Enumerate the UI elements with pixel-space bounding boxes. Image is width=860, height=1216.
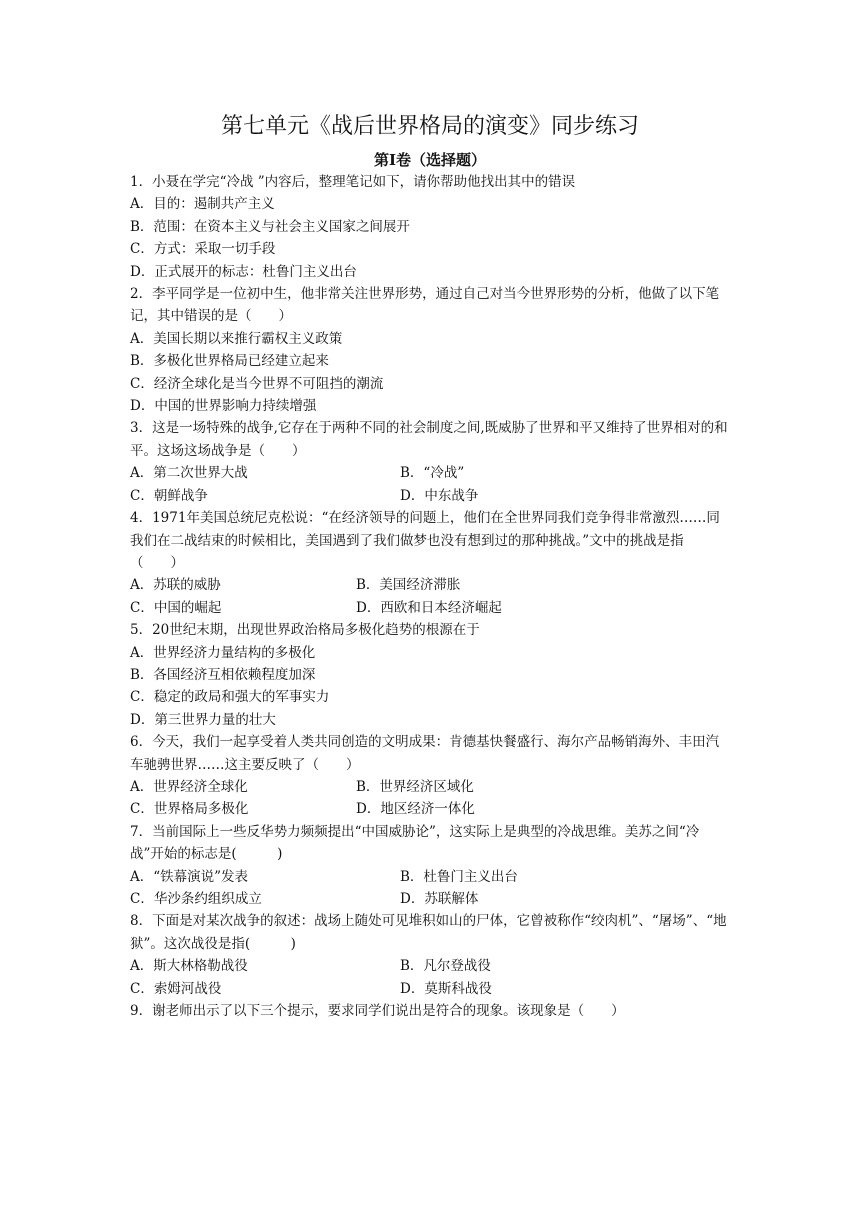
option: C．方式：采取一切手段: [130, 241, 276, 258]
option: C．经济全球化是当今世界不可阻挡的潮流: [130, 375, 384, 392]
option-row: [130, 597, 730, 619]
option-row: [130, 955, 730, 977]
option: C．中国的崛起: [130, 599, 222, 616]
option: D．莫斯科战役: [400, 980, 492, 997]
option-row: [130, 574, 730, 596]
option: A．“铁幕演说”发表: [130, 868, 249, 885]
option: D．正式展开的标志：杜鲁门主义出台: [130, 263, 357, 280]
question-stem: 8．下面是对某次战争的叙述：战场上随处可见堆积如山的尸体，它曾被称作“绞肉机”、“屠场”、“地狱”。这次战役是指( ): [130, 913, 727, 952]
option-row: [130, 888, 730, 910]
question-stem: 7．当前国际上一些反华势力频频提出“中国威胁论”，这实际上是典型的冷战思维。美苏之间“冷战”开始的标志是( ): [130, 823, 700, 863]
option: B．世界经济区域化: [356, 778, 474, 795]
section-heading: 第Ⅰ卷（选择题）: [373, 151, 487, 169]
option: C．索姆河战役: [130, 980, 222, 997]
document-title: 第七单元《战后世界格局的演变》同步练习: [220, 114, 639, 139]
option: C．世界格局多极化: [130, 801, 249, 818]
option-row: [130, 866, 730, 888]
option: D．第三世界力量的壮大: [130, 711, 276, 728]
option: D．西欧和日本经济崛起: [356, 599, 502, 616]
question-stem: 2．李平同学是一位初中生，他非常关注世界形势，通过自己对当今世界形势的分析，他做了以下笔记，其中错误的是（ ）: [130, 286, 720, 325]
question-stem: 3．这是一场特殊的战争,它存在于两种不同的社会制度之间,既威胁了世界和平又维持了世界相对的和平。这场这场战争是（ ）: [130, 420, 728, 459]
option: B．凡尔登战役: [400, 958, 491, 975]
option: D．中国的世界影响力持续增强: [130, 398, 317, 415]
option: B．杜鲁门主义出台: [400, 868, 518, 885]
option: D．苏联解体: [400, 891, 479, 907]
option-row: [130, 798, 730, 820]
option-row: [130, 462, 730, 484]
option: C．稳定的政局和强大的军事实力: [130, 689, 330, 706]
option: B．多极化世界格局已经建立起来: [130, 353, 329, 370]
question-stem: 6．今天，我们一起享受着人类共同创造的文明成果：肯德基快餐盛行、海尔产品畅销海外、丰田汽车驰骋世界……这主要反映了（ ）: [130, 734, 720, 773]
option: D．中东战争: [400, 487, 479, 504]
option: C．朝鲜战争: [130, 487, 208, 504]
option: B．各国经济互相依赖程度加深: [130, 666, 316, 683]
option: C．华沙条约组织成立: [130, 891, 262, 907]
question-list: [130, 171, 730, 1022]
option: A．第二次世界大战: [130, 465, 248, 482]
option: D．地区经济一体化: [356, 801, 475, 818]
question-stem: 5．20世纪末期，出现世界政治格局多极化趋势的根源在于: [130, 622, 480, 639]
option: A．苏联的威胁: [130, 577, 221, 594]
option-row: [130, 978, 730, 1000]
option: A．斯大林格勒战役: [130, 958, 248, 975]
option: A．世界经济全球化: [130, 778, 248, 795]
option-row: [130, 776, 730, 798]
option-row: [130, 485, 730, 507]
option: B．范围：在资本主义与社会主义国家之间展开: [130, 218, 410, 235]
option: B．“冷战”: [400, 465, 465, 482]
option: A．世界经济力量结构的多极化: [130, 644, 316, 661]
question-stem: 9．谢老师出示了以下三个提示，要求同学们说出是符合的现象。该现象是（ ）: [130, 1003, 625, 1020]
option: A．目的：遏制共产主义: [130, 196, 275, 213]
question-stem: 1．小聂在学完“冷战 ”内容后，整理笔记如下，请你帮助他找出其中的错误: [130, 174, 576, 190]
option: A．美国长期以来推行霸权主义政策: [130, 330, 343, 347]
option: B．美国经济滞胀: [356, 577, 461, 594]
question-stem: 4．1971年美国总统尼克松说：“在经济领导的问题上，他们在全世界同我们竞争得非常激烈……同我们在二战结束的时候相比，美国遇到了我们做梦也没有想到过的那种挑战。”文中的挑战是指（ ）: [130, 510, 720, 571]
